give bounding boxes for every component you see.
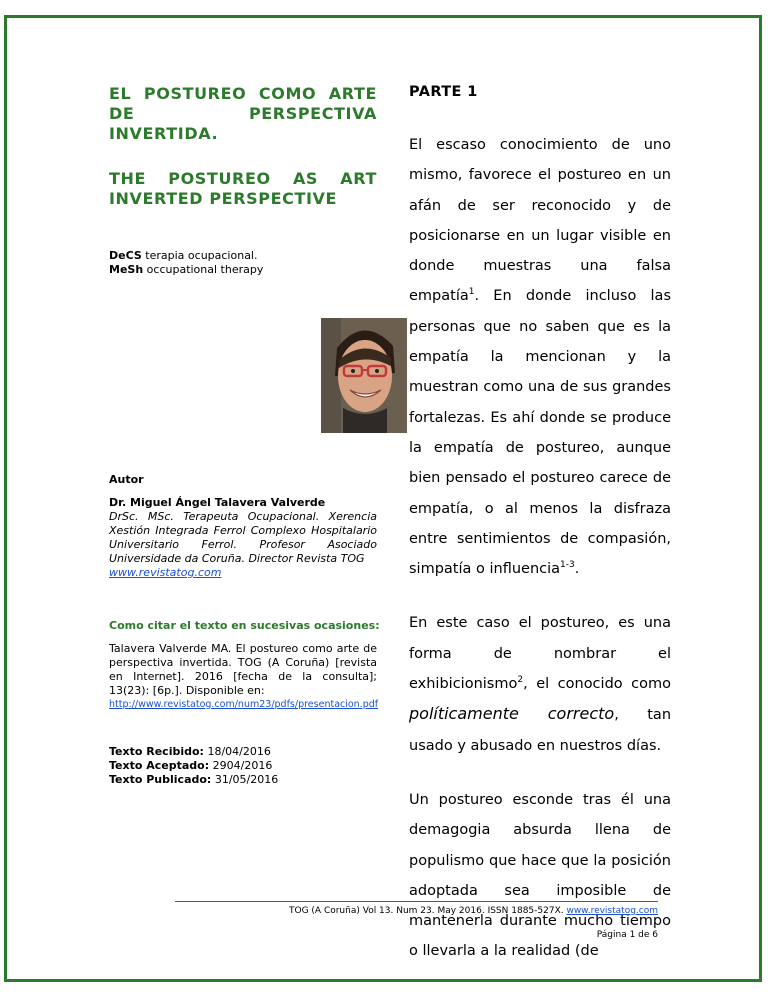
mesh-line: MeSh occupational therapy: [109, 263, 264, 276]
date-accepted: Texto Aceptado: 2904/2016: [109, 759, 273, 772]
section-heading: PARTE 1: [409, 84, 478, 100]
right-column: [409, 84, 671, 967]
author-description: DrSc. MSc. Terapeuta Ocupacional. Xerencia Xestión Integrada Ferrol Complexo Hospitalario Universitario Ferrol. Profesor Asociado Universidade da Coruña. Director Revista TOG: [109, 510, 377, 565]
author-name: Dr. Miguel Ángel Talavera Valverde: [109, 496, 326, 509]
footer-website-link[interactable]: www.revistatog.com: [566, 906, 658, 916]
citation-label: Como citar el texto en sucesivas ocasiones:: [109, 619, 380, 632]
paragraph-1: El escaso conocimiento de uno mismo, favorece el postureo en un afán de ser reconocido y de posicionarse en un lugar visible en donde muestras una falsa empatía$^1$. En donde incluso las personas que no saben que es la empatía la mencionan y la muestran como una de sus grandes fortalezas. Es ahí donde se produce la empatía de postureo, aunque bien pensado el postureo carece de empatía, o al menos la disfraza entre sentimientos de compasión, simpatía o influencia$^{1-3}$.: [409, 137, 671, 578]
citation-url-link[interactable]: http://www.revistatog.com/num23/pdfs/presentacion.pdf: [109, 699, 379, 710]
date-received: Texto Recibido: 18/04/2016: [109, 745, 271, 758]
author-block: [109, 496, 377, 580]
author-photo: [321, 318, 407, 433]
title-english: THE POSTUREO AS ART INVERTED PERSPECTIVE: [109, 169, 377, 208]
footer-divider: [175, 901, 658, 902]
author-label: Autor: [109, 473, 144, 486]
decs-line: DeCS terapia ocupacional.: [109, 249, 258, 262]
footer-journal: TOG (A Coruña) Vol 13. Num 23. May 2016. ISSN 1885-527X. www.revistatog.com: [289, 906, 658, 916]
date-published: Texto Publicado: 31/05/2016: [109, 773, 279, 786]
author-website-link[interactable]: www.revistatog.com: [109, 566, 222, 579]
paragraph-3: Un postureo esconde tras él una demagogia absurda llena de populismo que hace que la posición adoptada sea imposible de mantenerla durante mucho tiempo o llevarla a la realidad (de: [409, 791, 671, 960]
dates-block: [109, 745, 278, 787]
title-spanish: EL POSTUREO COMO ARTE DE PERSPECTIVA INVERTIDA.: [109, 84, 377, 143]
page-number: Página 1 de 6: [596, 930, 658, 940]
citation-text: Talavera Valverde MA. El postureo como arte de perspectiva invertida. TOG (A Coruña) [revista en Internet]. 2016 [fecha de la consulta]; 13(23): [6p.]. Disponible en:: [109, 642, 377, 697]
keywords: [109, 249, 377, 277]
left-column: [109, 84, 377, 277]
paragraph-2: En este caso el postureo, es una forma de nombrar el exhibicionismo$^2$, el conocido como políticamente correcto, tan usado y abusado en nuestros días.: [409, 615, 672, 754]
